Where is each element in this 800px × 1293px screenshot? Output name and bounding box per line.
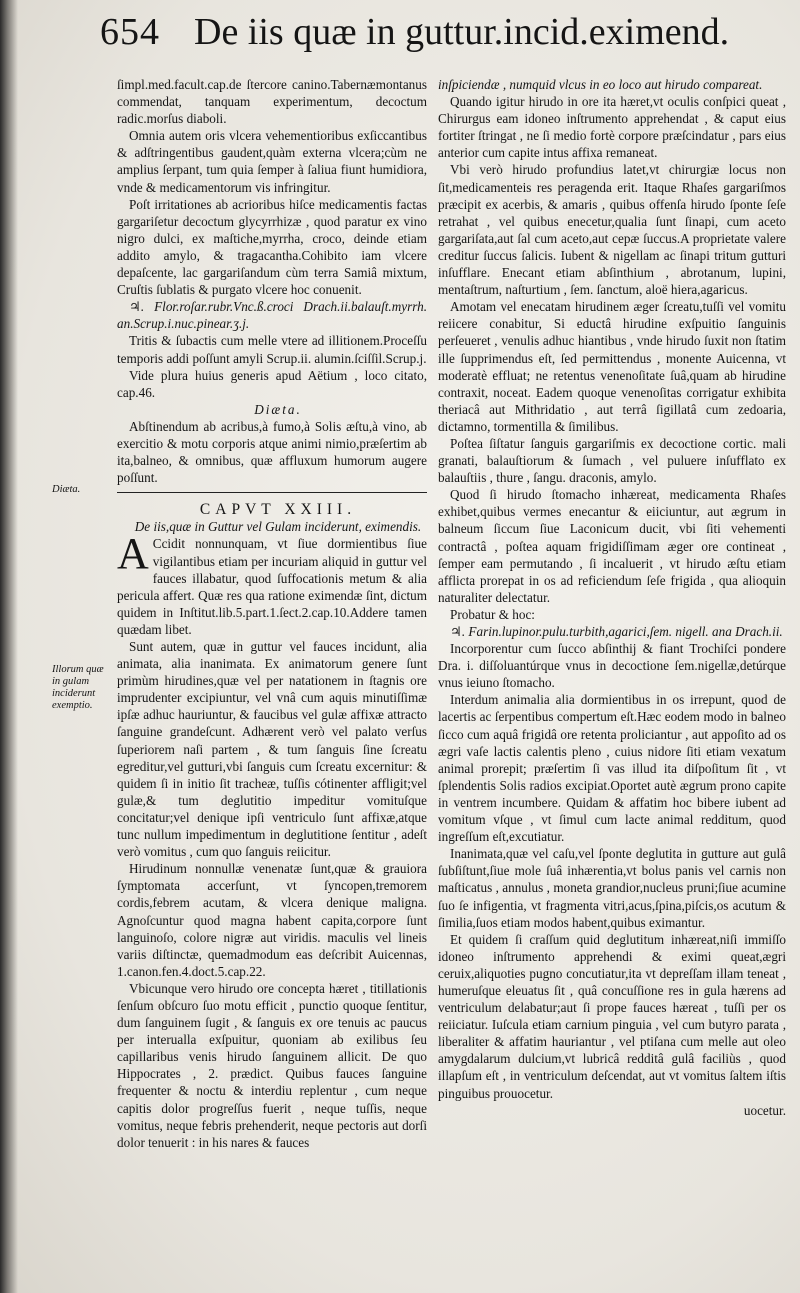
paragraph: Sunt autem, quæ in guttur vel fauces incidunt, alia animata, alia inanimata. Ex animatorum genere ſunt primùm hirudines,quæ vel per natationem in ſtagnis ore imprudenter excipiuntur, vel vnâ cum aquis minutiſſimæ ipſæ adhuc hauriuntur, & faucibus vel gulæ affixæ attracto ſanguine grandeſcunt. Adhærent verò vel palato verſus ſuperiorem naſi partem , & tum ſanguis ſine ſcreatu egreditur,vel gutturi,vbi ſanguis cum ſcreatu excernitur: & quidem ſi in initio ſit tracheæ, tuſſis cótinenter affligit;vel gulæ,& tum deglutitio impeditur vomituſque concitatur;vel denique ipſi ventriculo ſunt affixæ,atque tunc nullum impedimentum in deglutitione ſentitur , adeſt verò vomitus , cum quo ſanguis reiicitur. — [117, 639, 427, 860]
paragraph: Interdum animalia alia dormientibus in os irrepunt, quod de lacertis ac ſerpentibus compertum eſt.Hæc eodem modo in balneo ſicco cum aquâ frigidâ ore retenta proliciantur , aut appoſito ad os ægri vaſe lactis calentis pleno , cuius nidore ſiti etiam vexatum animal prorepit; præſertim ſi vas illud ita diſpoſitum ſit , vt ſplendentis Solis radios excipiat.Oportet autè ægrum prono capite in ventrem incumbere. Quidam & affatim hoc bibere iubent ad vomitum vſque , vt ſimul cum lacte animal redditum, quod ingreſſum eſt,excutiatur. — [438, 692, 786, 845]
paragraph: Omnia autem oris vlcera vehementioribus exſiccantibus & adſtringentibus gaudent,quàm externa vlcera;cùm ne amplius ſerpant, tum quia ſemper à ſaliua fiunt humidiora, vnde & medicamentorum vis infringitur. — [117, 128, 427, 195]
section-heading-dieta: Diæta. — [254, 401, 302, 417]
paragraph: Poſt irritationes ab acrioribus hiſce medicamentis factas gargariſetur decoctum glycyrrhizæ , quod paratur ex vino nigro dulci, ex maſtiche,myrrha, croco, deinde etiam addito amylo, & tragacantha.Cohibito iam vlcere depaſcente, lac gargariſandum cùm terra Samiâ mixtum, Cruſtis ſublatis & purgato vlcere hoc conuenit. — [117, 196, 427, 298]
margin-note-dieta: Diæta. — [52, 484, 81, 495]
paragraph: ſimpl.med.facult.cap.de ſtercore canino.Tabernæmontanus commendat, tanquam experimentum, decoctum radic.morſus diaboli. — [117, 77, 427, 127]
paragraph: Et quidem ſi craſſum quid deglutitum inhæreat,niſi immiſſo idoneo inſtrumento apprehendi & eximi queat,ægri ceruix,aliquoties pugno concutiatur,ita vt depreſſam illam teneat , humeruſque eleuatus ſit , quâ concuſſione res in gula hærens ad ventriculum delabatur;aut ſi prope fauces hæreat , tuſſi per os reiiciatur. Iuſcula etiam carnium pinguia , vel cum butyro parata , liberaliter & affatim hauriantur , vel ptiſana cum melle aut oleo amygdalarum dulcium,vt lubricâ redditâ gulâ faciliùs , quod illapſum eſt , in ventriculum deſcendat, aut vt vomitus ſaltem iſtis pinguibus prouocetur. — [438, 931, 786, 1101]
paragraph: Incorporentur cum ſucco abſinthij & fiant Trochiſci pondere Dra. i. diſſoluantúrque vnus in decoctione ſem.nigellæ,detúrque vnus ieiuno ſtomacho. — [438, 641, 786, 691]
running-title: De iis quæ in guttur.incid.eximend. — [194, 11, 730, 53]
folio-number: 654 — [100, 11, 160, 53]
left-column — [117, 76, 427, 1151]
paragraph: Vbi verò hirudo profundius latet,vt chirurgiæ locus non ſit,medicamenteis res peragenda erit. Itaque Rhaſes gargariſmos præcipit ex acerbis, & amaris , quibus offenſa hirudo ſponte ſeſe retrahat , vel quibus enecetur,qualia ſunt ſinapi, cum aceto gargariſata,aut ſal cum aceto,aut cepæ ſuccus.A proprietate valere creditur ſuccus ſalicis. Iubent & nigellam ac ſinapi tritum gutturi inſufflare. Enecant etiam abſinthium , abrotanum, lupini, mentaſtrum, naſturtium , ſem. ſanctum, aloë hiera,agaricus. — [438, 162, 786, 298]
prescription: ♃. Farin.lupinor.pulu.turbith,agarici,ſem. nigell. ana Drach.ii. — [450, 624, 783, 639]
paragraph: Vbicunque vero hirudo ore concepta hæret , titillationis ſenſum obſcuro ſuo motu efficit , punctio quoque ſentitur, dum ſanguinem ſugit , & ſanguis ex ore tenuis ac paucus per interualla exſpuitur, quoniam ab exilibus ſeu capillaribus venis hirudo ſanguinem allicit. De quo Hippocrates , 2. prædict. Quibus fauces ſanguine frequenter & noctu & interdiu replentur , cum neque capitis dolor progreſſus fuerit , neque tuſſis, neque vomitus, neque febris prehenderit, neque pectoris aut dorſi dolor tenuerit : in his nares & fauces — [117, 980, 427, 1150]
catchword: uocetur. — [743, 1102, 786, 1118]
paragraph: Quod ſi hirudo ſtomacho inhæreat, medicamenta Rhaſes exhibet,quibus vermes enecantur & eiiciuntur, aut ægrum in balneum ſiccum ſiue Laconicum ducit, vbi ſiti vehementi contractâ , poſtea aquam frigidiſſimam æger ore contineat , ſemper eam permutando , ſi incaluerit , vt hirudo æſtu etiam afflicta prorepat in os ad reficiendum ſeſe frigida , qua alioquin naturaliter delectatur. — [438, 487, 786, 605]
prescription: ♃. Flor.roſar.rubr.Vnc.ß.croci Drach.ii.balauſt.myrrh. an.Scrup.i.nuc.pinear.ʒ.j. — [117, 299, 427, 332]
paragraph — [117, 529, 427, 638]
page-header — [100, 10, 790, 70]
right-column — [438, 76, 786, 1119]
chapter-heading: CAPVT XXIII. — [199, 501, 357, 519]
margin-note-illorum: Illorum quæ in gulam inciderunt exemptio. — [52, 664, 104, 711]
paragraph: Hirudinum nonnullæ venenatæ ſunt,quæ & grauiora ſymptomata accerſunt, vt ſyncopen,tremorem cordis,febrem acutam, & vlcera denique maligna. Agnoſcuntur quod magna habent capita,corpore ſunt languinoſo, colore nigræ aut viridis. maculis vel lineis variis diſtinctæ, quemadmodum eas deſcribit Auicennas, 1.canon.fen.4.doct.5.cap.22. — [117, 861, 427, 979]
paragraph: Abſtinendum ab acribus,à fumo,à Solis æſtu,à vino, ab exercitio & motu corporis atque animi nimio,præſertim ab ita,balneo, & omnibus, quæ affluxum humorum augere poſſunt. — [117, 418, 427, 486]
drop-cap: A — [117, 529, 149, 579]
paragraph: Amotam vel enecatam hirudinem æger ſcreatu,tuſſi vel vomitu reiicere conabitur, Si eductâ hirudine exſpuitio ſanguinis perſeueret , venulis adhuc hiantibus , vnde hirudo ſuxit non ſtatim ille ſupprimendus eſt, ſed permittendus , monente Auicenna, vt moderatè effluat; ne retentus venenoſitate ſuâ,quam ab hirudine contraxit, noceat. Eadem quoque venenoſitas corrigatur exhibita theriacâ aut Mithridatio , aut terrâ ſigillatâ cum zedoaria, dictamno, tormentilla & ſimilibus. — [438, 299, 786, 434]
paragraph: Vide plura huius generis apud Aëtium , loco citato, cap.46. — [117, 367, 427, 400]
divider-rule — [117, 492, 427, 493]
paragraph: Quando igitur hirudo in ore ita hæret,vt oculis conſpici queat , Chirurgus eam idoneo inſtrumento apprehendat , & caput eius fortiter ſtringat , ne ſi medio fortè corpore præſcindatur , pars eius anterior cum capite intus affixa remaneat. — [438, 94, 786, 161]
paragraph: inſpiciendæ , numquid vlcus in eo loco aut hirudo compareat. — [438, 77, 763, 92]
paragraph: Poſtea ſiſtatur ſanguis gargariſmis ex decoctione cortic. mali granati, balauſtiorum & ſumach , vel puluere inſufflato ex balauſtiis , thure , ſangu. draconis, amylo. — [438, 435, 786, 486]
paragraph-text: Ccidit nonnunquam, vt ſiue dormientibus ſiue vigilantibus etiam per incuriam aliquid in guttur vel fauces illabatur, quod ſuffocationis metum & alia pericula affert. Quæ res qua ratione eximendæ ſint, dictum quidem in Inſtitut.lib.5.part.1.ſect.2.cap.10.Addere tamen quædam libet. — [117, 536, 427, 637]
chapter-subtitle: De iis,quæ in Guttur vel Gulam inciderunt, eximendis. — [134, 519, 422, 535]
gutter-shadow — [0, 0, 18, 1293]
paragraph: Inanimata,quæ vel caſu,vel ſponte deglutita in gutture aut gulâ ſubſiſtunt,ſiue mole ſuâ inhærentia,vt bolus panis vel carnis non maſticatus , annulus , moneta grandior,nucleus pruni;ſiue acumine ſuo ſe infigentia, vt fragmenta vitri,acus,ſpina,piſcis,os acutum & ſimilia,ſuos etiam modos habent,quibus eximantur. — [438, 846, 786, 930]
paragraph: Tritis & ſubactis cum melle vtere ad illitionem.Proceſſu temporis addi poſſunt amyli Scrup.ii. alumin.ſciſſil.Scrup.j. — [117, 333, 427, 366]
paragraph: Probatur & hoc: — [450, 606, 535, 622]
